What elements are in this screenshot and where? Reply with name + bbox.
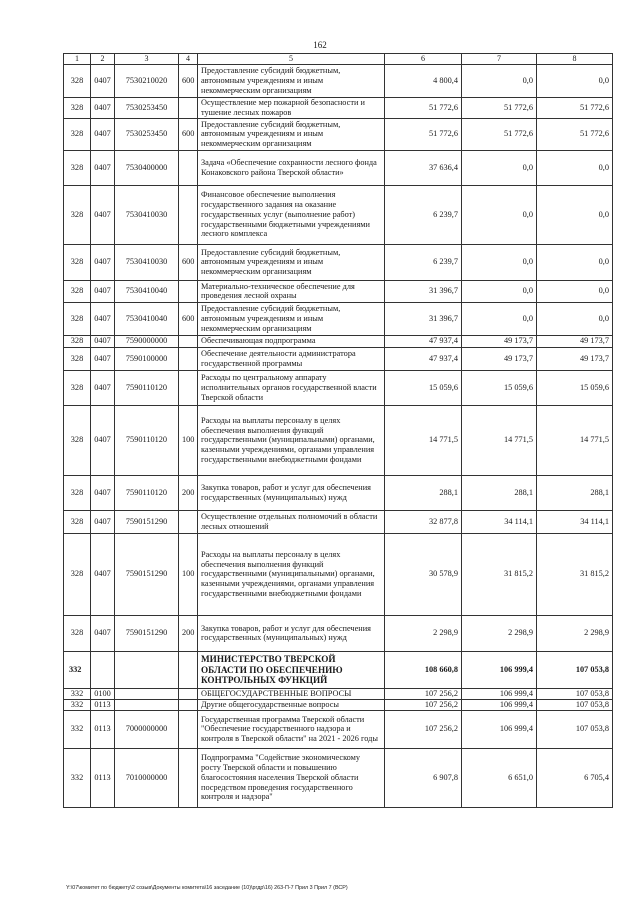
description-cell: Предоставление субсидий бюджетным, автономным учреждениям и иным некоммерческим организациям xyxy=(198,118,385,150)
amount-col8-cell: 107 053,8 xyxy=(537,688,613,699)
header-cell: 1 xyxy=(64,54,91,65)
amount-col7-cell: 51 772,6 xyxy=(462,118,537,150)
ministry-code-cell: 332 xyxy=(64,651,91,688)
section-code-cell: 0113 xyxy=(91,699,115,710)
table-row xyxy=(64,533,613,615)
table-row xyxy=(64,64,613,97)
ministry-code-cell: 328 xyxy=(64,64,91,97)
ministry-code-cell: 328 xyxy=(64,244,91,280)
ministry-code-cell: 328 xyxy=(64,150,91,185)
amount-col7-cell: 0,0 xyxy=(462,244,537,280)
header-cell: 8 xyxy=(537,54,613,65)
amount-col7-cell: 106 999,4 xyxy=(462,651,537,688)
amount-col6-cell: 51 772,6 xyxy=(385,118,462,150)
amount-col6-cell: 14 771,5 xyxy=(385,405,462,475)
ministry-code-cell: 328 xyxy=(64,97,91,118)
amount-col8-cell: 51 772,6 xyxy=(537,118,613,150)
amount-col8-cell: 0,0 xyxy=(537,185,613,244)
section-code-cell xyxy=(91,651,115,688)
ministry-code-cell: 332 xyxy=(64,710,91,748)
target-article-cell: 7590100000 xyxy=(115,347,179,370)
target-article-cell: 7530410040 xyxy=(115,302,179,335)
description-cell: МИНИСТЕРСТВО ТВЕРСКОЙ ОБЛАСТИ ПО ОБЕСПЕЧЕНИЮ КОНТРОЛЬНЫХ ФУНКЦИЙ xyxy=(198,651,385,688)
ministry-code-cell: 328 xyxy=(64,118,91,150)
target-article-cell: 7590110120 xyxy=(115,405,179,475)
file-path-footer: Y:\07\комитет по бюджету\2 созыв\Документы комитета\16 заседание (10)\ргдр\16) 263-П-7 Прил 3 Прил 7 (ВСР) xyxy=(66,885,348,891)
expense-type-cell xyxy=(179,347,198,370)
header-cell: 4 xyxy=(179,54,198,65)
amount-col6-cell: 107 256,2 xyxy=(385,699,462,710)
ministry-code-cell: 328 xyxy=(64,335,91,347)
target-article-cell xyxy=(115,651,179,688)
description-cell: Обеспечение деятельности администратора государственной программы xyxy=(198,347,385,370)
expense-type-cell: 200 xyxy=(179,475,198,510)
ministry-code-cell: 328 xyxy=(64,185,91,244)
section-code-cell: 0407 xyxy=(91,244,115,280)
table-row xyxy=(64,615,613,651)
description-cell: Расходы на выплаты персоналу в целях обеспечения выполнения функций государственными (муниципальными) органами, казенными учреждениями, органами управления государственными внебюджетными фондами xyxy=(198,405,385,475)
target-article-cell: 7000000000 xyxy=(115,710,179,748)
section-code-cell: 0407 xyxy=(91,475,115,510)
expense-type-cell: 600 xyxy=(179,302,198,335)
amount-col6-cell: 108 660,8 xyxy=(385,651,462,688)
section-code-cell: 0407 xyxy=(91,280,115,302)
amount-col6-cell: 288,1 xyxy=(385,475,462,510)
target-article-cell: 7530410030 xyxy=(115,185,179,244)
target-article-cell: 7590110120 xyxy=(115,475,179,510)
section-code-cell: 0100 xyxy=(91,688,115,699)
header-cell: 6 xyxy=(385,54,462,65)
section-code-cell: 0407 xyxy=(91,97,115,118)
amount-col6-cell: 37 636,4 xyxy=(385,150,462,185)
table-header-row xyxy=(64,54,613,65)
amount-col8-cell: 107 053,8 xyxy=(537,651,613,688)
target-article-cell: 7590151290 xyxy=(115,615,179,651)
expense-type-cell xyxy=(179,699,198,710)
amount-col7-cell: 0,0 xyxy=(462,280,537,302)
section-code-cell: 0113 xyxy=(91,748,115,807)
header-cell: 5 xyxy=(198,54,385,65)
ministry-code-cell: 328 xyxy=(64,475,91,510)
budget-table xyxy=(63,53,613,808)
expense-type-cell: 100 xyxy=(179,533,198,615)
amount-col7-cell: 0,0 xyxy=(462,64,537,97)
expense-type-cell xyxy=(179,335,198,347)
expense-type-cell: 100 xyxy=(179,405,198,475)
amount-col8-cell: 34 114,1 xyxy=(537,510,613,533)
amount-col7-cell: 34 114,1 xyxy=(462,510,537,533)
amount-col7-cell: 0,0 xyxy=(462,302,537,335)
amount-col8-cell: 49 173,7 xyxy=(537,347,613,370)
ministry-code-cell: 328 xyxy=(64,370,91,405)
header-cell: 2 xyxy=(91,54,115,65)
expense-type-cell xyxy=(179,710,198,748)
table-row xyxy=(64,405,613,475)
expense-type-cell: 600 xyxy=(179,118,198,150)
amount-col7-cell: 6 651,0 xyxy=(462,748,537,807)
expense-type-cell xyxy=(179,748,198,807)
table-row xyxy=(64,118,613,150)
description-cell: Обеспечивающая подпрограмма xyxy=(198,335,385,347)
section-code-cell: 0407 xyxy=(91,510,115,533)
ministry-code-cell: 332 xyxy=(64,699,91,710)
amount-col8-cell: 14 771,5 xyxy=(537,405,613,475)
amount-col8-cell: 15 059,6 xyxy=(537,370,613,405)
ministry-code-cell: 328 xyxy=(64,510,91,533)
header-cell: 3 xyxy=(115,54,179,65)
description-cell: Финансовое обеспечение выполнения государственного задания на оказание государственных услуг (выполнение работ) государственными бюджетными учреждениями лесного комплекса xyxy=(198,185,385,244)
section-code-cell: 0407 xyxy=(91,185,115,244)
expense-type-cell xyxy=(179,150,198,185)
amount-col6-cell: 4 800,4 xyxy=(385,64,462,97)
amount-col8-cell: 0,0 xyxy=(537,302,613,335)
expense-type-cell: 200 xyxy=(179,615,198,651)
description-cell: Предоставление субсидий бюджетным, автономным учреждениям и иным некоммерческим организациям xyxy=(198,64,385,97)
target-article-cell: 7590110120 xyxy=(115,370,179,405)
expense-type-cell xyxy=(179,651,198,688)
table-row xyxy=(64,302,613,335)
table-row xyxy=(64,748,613,807)
amount-col8-cell: 0,0 xyxy=(537,150,613,185)
amount-col7-cell: 49 173,7 xyxy=(462,347,537,370)
amount-col7-cell: 49 173,7 xyxy=(462,335,537,347)
description-cell: Задача «Обеспечение сохранности лесного фонда Конаковского района Тверской области» xyxy=(198,150,385,185)
section-code-cell: 0113 xyxy=(91,710,115,748)
amount-col6-cell: 47 937,4 xyxy=(385,335,462,347)
amount-col7-cell: 106 999,4 xyxy=(462,688,537,699)
amount-col8-cell: 31 815,2 xyxy=(537,533,613,615)
amount-col6-cell: 30 578,9 xyxy=(385,533,462,615)
amount-col6-cell: 31 396,7 xyxy=(385,302,462,335)
ministry-code-cell: 328 xyxy=(64,405,91,475)
ministry-code-cell: 332 xyxy=(64,688,91,699)
section-code-cell: 0407 xyxy=(91,64,115,97)
section-code-cell: 0407 xyxy=(91,335,115,347)
section-code-cell: 0407 xyxy=(91,405,115,475)
table-row xyxy=(64,97,613,118)
amount-col7-cell: 288,1 xyxy=(462,475,537,510)
header-cell: 7 xyxy=(462,54,537,65)
description-cell: Предоставление субсидий бюджетным, автономным учреждениям и иным некоммерческим организациям xyxy=(198,302,385,335)
section-code-cell: 0407 xyxy=(91,370,115,405)
description-cell: Осуществление отдельных полномочий в области лесных отношений xyxy=(198,510,385,533)
table-row xyxy=(64,335,613,347)
amount-col6-cell: 47 937,4 xyxy=(385,347,462,370)
section-code-cell: 0407 xyxy=(91,615,115,651)
expense-type-cell xyxy=(179,280,198,302)
amount-col8-cell: 107 053,8 xyxy=(537,699,613,710)
table-row xyxy=(64,370,613,405)
target-article-cell xyxy=(115,688,179,699)
amount-col8-cell: 49 173,7 xyxy=(537,335,613,347)
expense-type-cell xyxy=(179,185,198,244)
amount-col8-cell: 2 298,9 xyxy=(537,615,613,651)
expense-type-cell xyxy=(179,370,198,405)
amount-col7-cell: 106 999,4 xyxy=(462,699,537,710)
table-row xyxy=(64,244,613,280)
amount-col8-cell: 0,0 xyxy=(537,64,613,97)
target-article-cell: 7530253450 xyxy=(115,97,179,118)
table-row xyxy=(64,150,613,185)
description-cell: ОБЩЕГОСУДАРСТВЕННЫЕ ВОПРОСЫ xyxy=(198,688,385,699)
description-cell: Подпрограмма "Содействие экономическому росту Тверской области и повышению благосостояния населения Тверской области посредством проведения государственного контроля и надзора" xyxy=(198,748,385,807)
expense-type-cell: 600 xyxy=(179,244,198,280)
target-article-cell: 7530410030 xyxy=(115,244,179,280)
section-code-cell: 0407 xyxy=(91,118,115,150)
description-cell: Предоставление субсидий бюджетным, автономным учреждениям и иным некоммерческим организациям xyxy=(198,244,385,280)
table-row xyxy=(64,510,613,533)
table-row xyxy=(64,688,613,699)
ministry-code-cell: 328 xyxy=(64,280,91,302)
description-cell: Материально-техническое обеспечение для проведения лесной охраны xyxy=(198,280,385,302)
amount-col6-cell: 6 239,7 xyxy=(385,244,462,280)
description-cell: Закупка товаров, работ и услуг для обеспечения государственных (муниципальных) нужд xyxy=(198,475,385,510)
description-cell: Осуществление мер пожарной безопасности и тушение лесных пожаров xyxy=(198,97,385,118)
description-cell: Расходы на выплаты персоналу в целях обеспечения выполнения функций государственными (муниципальными) органами, казенными учреждениями, органами управления государственными внебюджетными фондами xyxy=(198,533,385,615)
section-code-cell: 0407 xyxy=(91,150,115,185)
table-row xyxy=(64,651,613,688)
table-row xyxy=(64,475,613,510)
expense-type-cell: 600 xyxy=(179,64,198,97)
ministry-code-cell: 328 xyxy=(64,533,91,615)
amount-col6-cell: 31 396,7 xyxy=(385,280,462,302)
amount-col8-cell: 0,0 xyxy=(537,244,613,280)
description-cell: Другие общегосударственные вопросы xyxy=(198,699,385,710)
expense-type-cell xyxy=(179,688,198,699)
amount-col8-cell: 107 053,8 xyxy=(537,710,613,748)
amount-col7-cell: 15 059,6 xyxy=(462,370,537,405)
section-code-cell: 0407 xyxy=(91,533,115,615)
target-article-cell: 7590000000 xyxy=(115,335,179,347)
amount-col7-cell: 0,0 xyxy=(462,150,537,185)
target-article-cell: 7530253450 xyxy=(115,118,179,150)
table-row xyxy=(64,710,613,748)
target-article-cell: 7590151290 xyxy=(115,533,179,615)
amount-col7-cell: 2 298,9 xyxy=(462,615,537,651)
amount-col7-cell: 106 999,4 xyxy=(462,710,537,748)
amount-col8-cell: 51 772,6 xyxy=(537,97,613,118)
amount-col6-cell: 15 059,6 xyxy=(385,370,462,405)
target-article-cell: 7530210020 xyxy=(115,64,179,97)
amount-col8-cell: 6 705,4 xyxy=(537,748,613,807)
amount-col7-cell: 51 772,6 xyxy=(462,97,537,118)
description-cell: Государственная программа Тверской области "Обеспечение государственного надзора и контроля в Тверской области" на 2021 - 2026 годы xyxy=(198,710,385,748)
description-cell: Расходы по центральному аппарату исполнительных органов государственной власти Тверской области xyxy=(198,370,385,405)
amount-col8-cell: 0,0 xyxy=(537,280,613,302)
section-code-cell: 0407 xyxy=(91,302,115,335)
target-article-cell: 7590151290 xyxy=(115,510,179,533)
amount-col7-cell: 14 771,5 xyxy=(462,405,537,475)
table-row xyxy=(64,185,613,244)
target-article-cell: 7530400000 xyxy=(115,150,179,185)
ministry-code-cell: 332 xyxy=(64,748,91,807)
amount-col7-cell: 31 815,2 xyxy=(462,533,537,615)
amount-col7-cell: 0,0 xyxy=(462,185,537,244)
expense-type-cell xyxy=(179,97,198,118)
ministry-code-cell: 328 xyxy=(64,302,91,335)
section-code-cell: 0407 xyxy=(91,347,115,370)
ministry-code-cell: 328 xyxy=(64,347,91,370)
amount-col6-cell: 107 256,2 xyxy=(385,710,462,748)
amount-col6-cell: 107 256,2 xyxy=(385,688,462,699)
table-row xyxy=(64,280,613,302)
table-row xyxy=(64,699,613,710)
target-article-cell xyxy=(115,699,179,710)
amount-col6-cell: 32 877,8 xyxy=(385,510,462,533)
amount-col6-cell: 6 239,7 xyxy=(385,185,462,244)
target-article-cell: 7530410040 xyxy=(115,280,179,302)
amount-col8-cell: 288,1 xyxy=(537,475,613,510)
target-article-cell: 7010000000 xyxy=(115,748,179,807)
amount-col6-cell: 2 298,9 xyxy=(385,615,462,651)
amount-col6-cell: 51 772,6 xyxy=(385,97,462,118)
page-number: 162 xyxy=(313,40,327,50)
amount-col6-cell: 6 907,8 xyxy=(385,748,462,807)
description-cell: Закупка товаров, работ и услуг для обеспечения государственных (муниципальных) нужд xyxy=(198,615,385,651)
ministry-code-cell: 328 xyxy=(64,615,91,651)
table-row xyxy=(64,347,613,370)
expense-type-cell xyxy=(179,510,198,533)
